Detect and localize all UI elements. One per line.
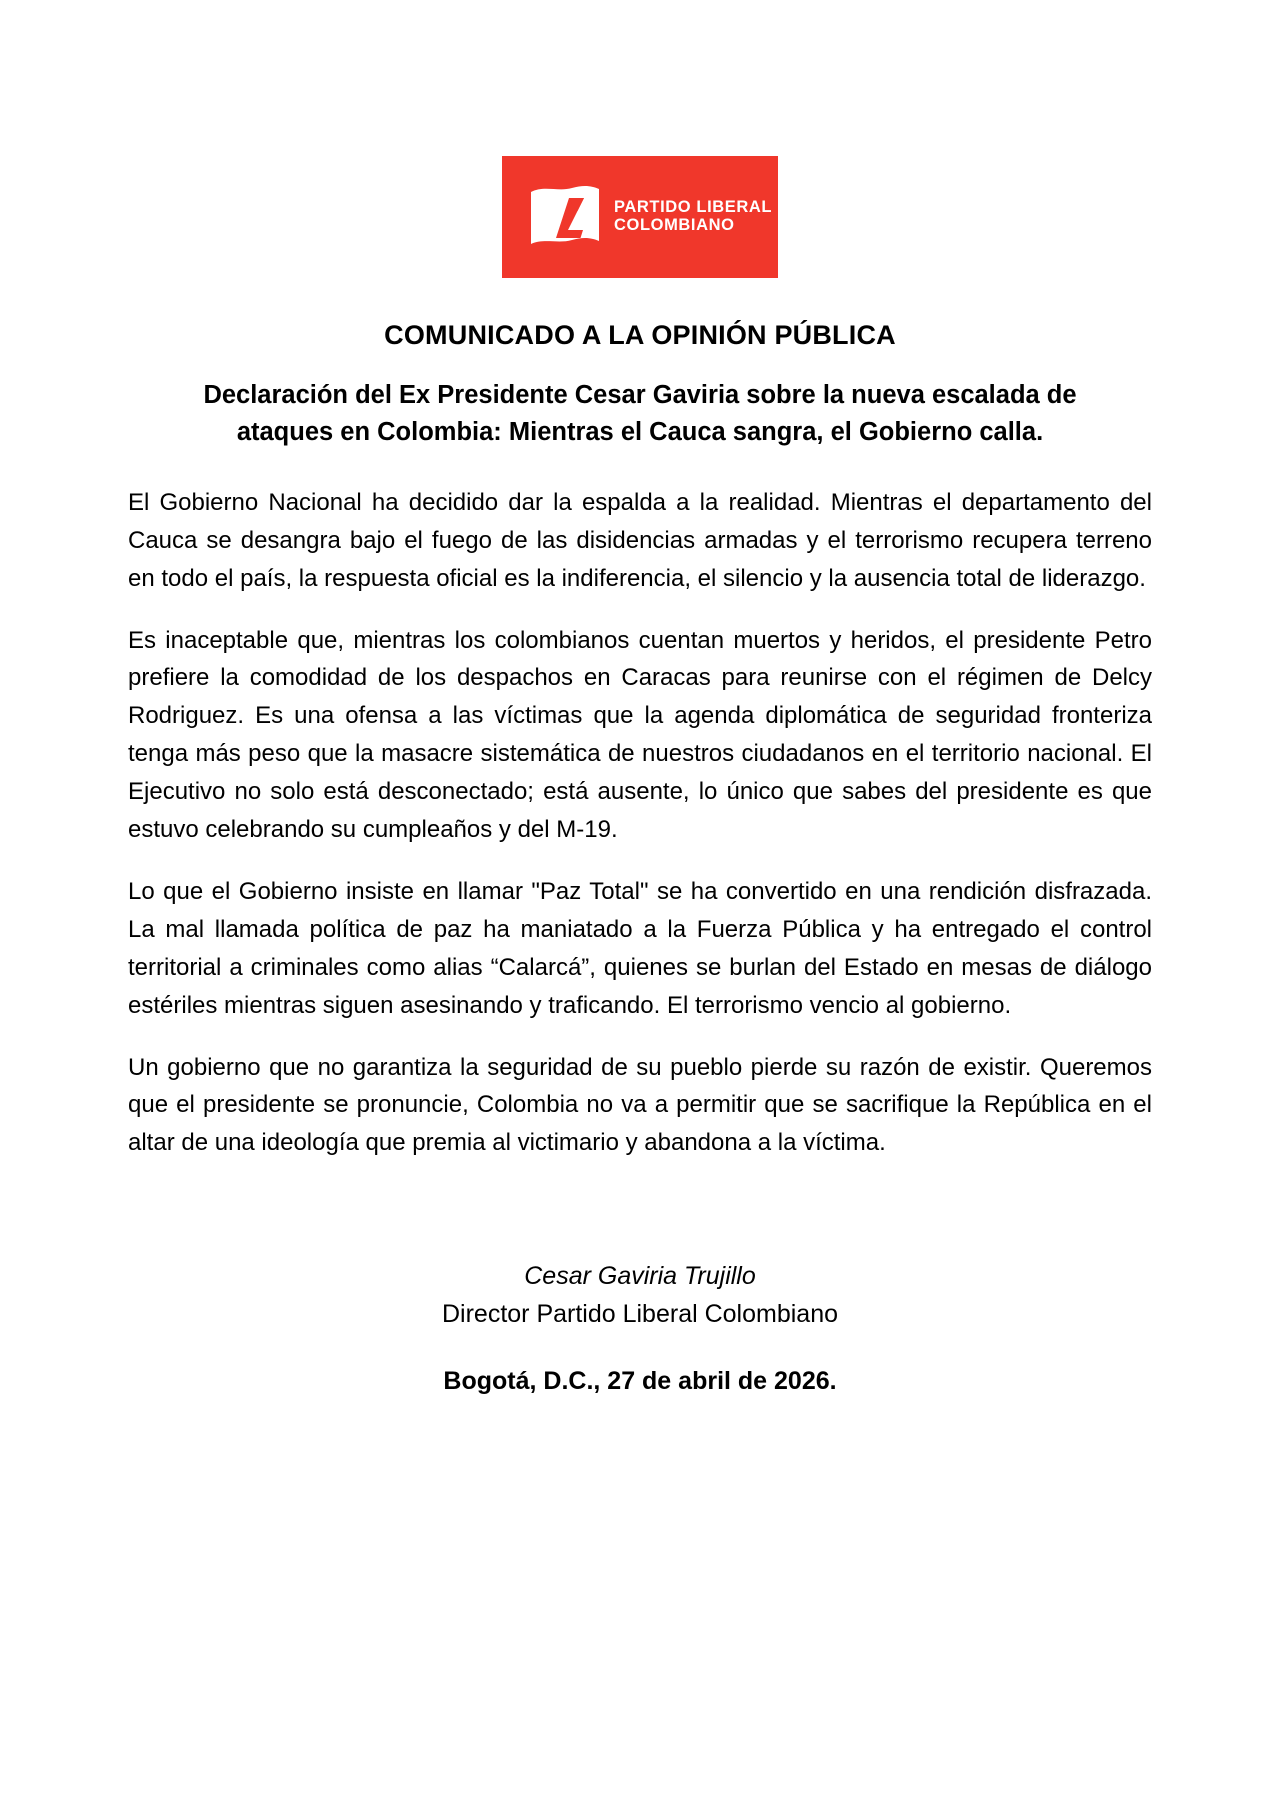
paragraph-2: Es inaceptable que, mientras los colombianos cuentan muertos y heridos, el presidente Petro prefiere la comodidad de los despachos en Caracas para reunirse con el régimen de Delcy Rodriguez. Es una ofensa a las víctimas que la agenda diplomática de seguridad fronteriza tenga más peso que la masacre sistemática de nuestros ciudadanos en el territorio nacional. El Ejecutivo no solo está desconectado; está ausente, lo único que sabes del presidente es que estuvo celebrando su cumpleaños y del M-19.	[128, 626, 1152, 844]
place-and-date: Bogotá, D.C., 27 de abril de 2026.	[443, 1367, 837, 1396]
signatory-name: Cesar Gaviria Trujillo	[524, 1262, 756, 1291]
logo-container	[128, 0, 1152, 278]
body-text	[128, 484, 1152, 1163]
page-title: COMUNICADO A LA OPINIÓN PÚBLICA	[384, 320, 896, 350]
paragraph-1: El Gobierno Nacional ha decidido dar la espalda a la realidad. Mientras el departamento del Cauca se desangra bajo el fuego de las disidencias armadas y el terrorismo recupera terreno en todo el país, la respuesta oficial es la indiferencia, el silencio y la ausencia total de liderazgo.	[128, 488, 1152, 592]
partido-liberal-logo	[502, 156, 778, 278]
logo-wordmark-line1: PARTIDO LIBERAL	[614, 198, 773, 217]
logo-wordmark-line2: COLOMBIANO	[614, 216, 735, 234]
paragraph-4: Un gobierno que no garantiza la seguridad de su pueblo pierde su razón de existir. Queremos que el presidente se pronuncie, Colombia no va a permitir que se sacrifique la República en el altar de una ideología que premia al victimario y abandona a la víctima.	[128, 1053, 1152, 1157]
paragraph-3: Lo que el Gobierno insiste en llamar "Paz Total" se ha convertido en una rendición disfrazada. La mal llamada política de paz ha maniatado a la Fuerza Pública y ha entregado el control territorial a criminales como alias “Calarcá”, quienes se burlan del Estado en mesas de diálogo estériles mientras siguen asesinando y traficando. El terrorismo vencio al gobierno.	[128, 877, 1152, 1019]
logo-wordmark	[614, 199, 772, 235]
document-content	[128, 0, 1152, 1401]
liberal-flag-icon	[528, 183, 602, 251]
page-subtitle: Declaración del Ex Presidente Cesar Gaviria sobre la nueva escalada de ataques en Colombia: Mientras el Cauca sangra, el Gobierno calla.	[203, 381, 1077, 446]
signatory-role: Director Partido Liberal Colombiano	[441, 1299, 839, 1328]
signature-block	[128, 1258, 1152, 1401]
